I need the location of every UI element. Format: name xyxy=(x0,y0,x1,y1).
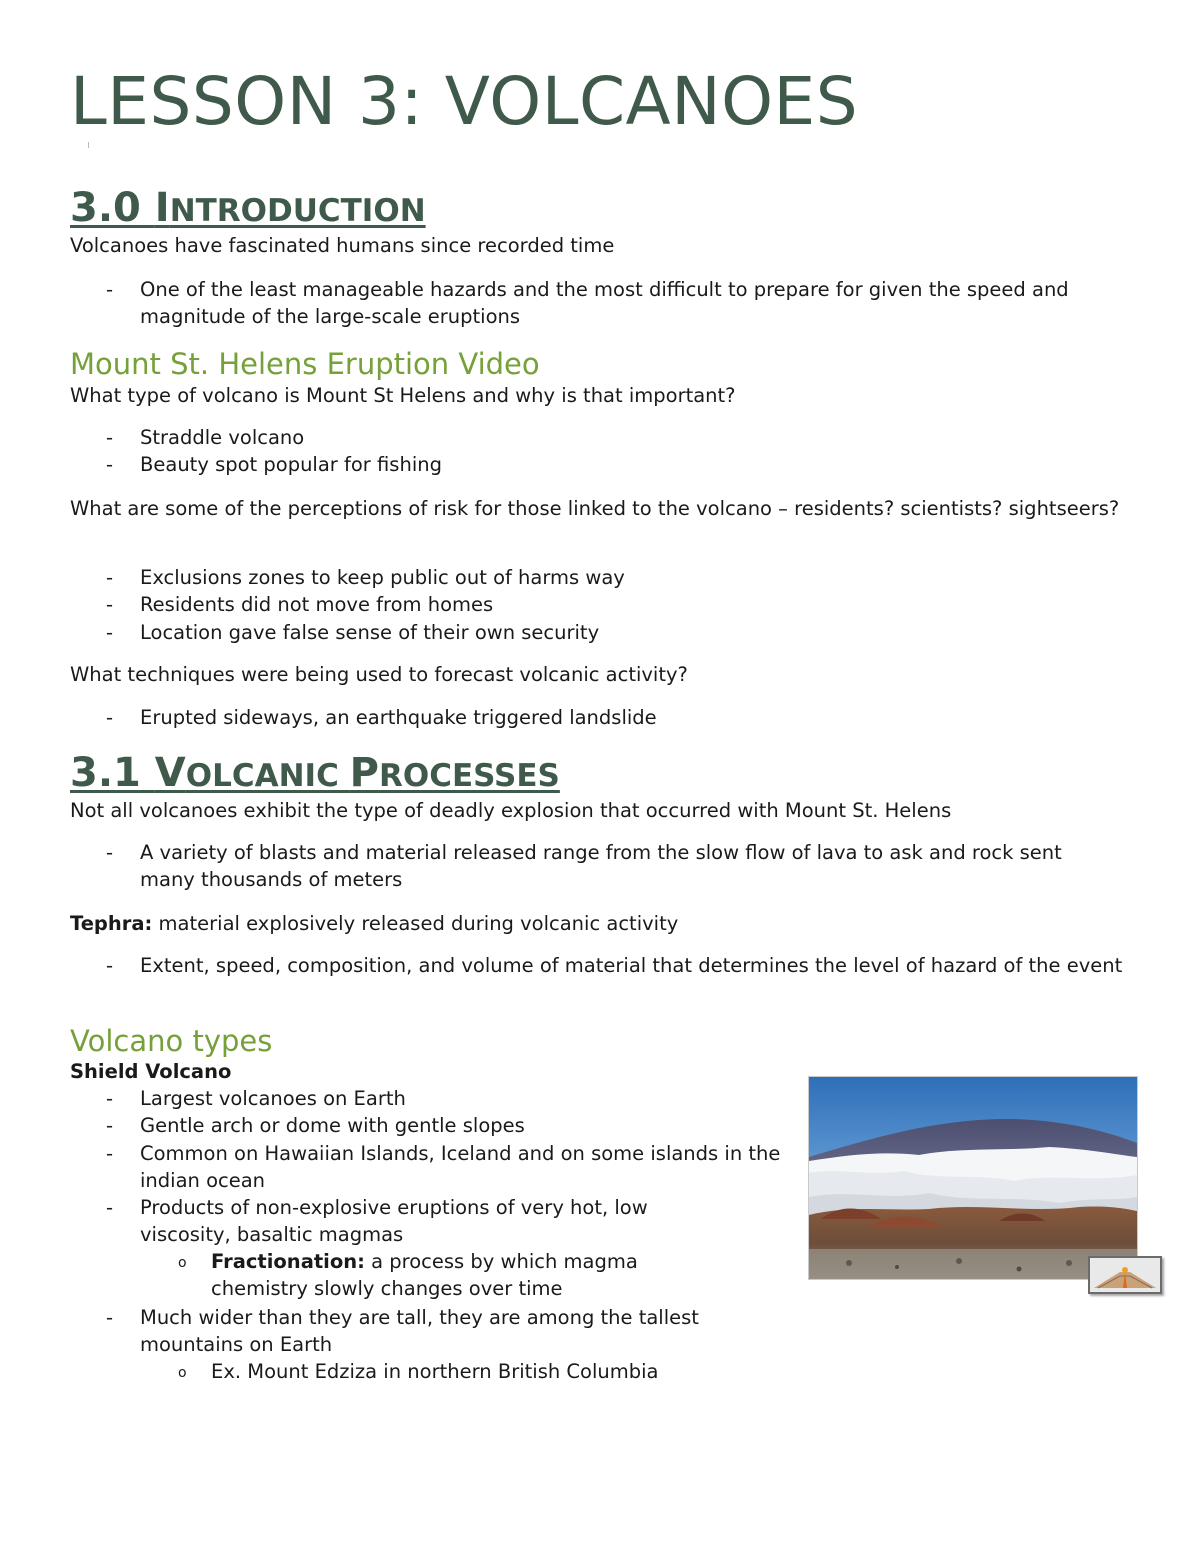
helens-q2-bullet-0: - Exclusions zones to keep public out of harms way xyxy=(140,564,625,591)
fractionation-term: Fractionation: xyxy=(211,1250,365,1273)
shield-bullet-5: - Much wider than they are tall, they are among the tallest mountains on Earth xyxy=(140,1304,780,1358)
helens-question-1: What type of volcano is Mount St Helens and why is that important? xyxy=(70,384,736,407)
shield-bullet-1: - Largest volcanoes on Earth xyxy=(140,1085,406,1112)
shield-bullet-2: - Gentle arch or dome with gentle slopes xyxy=(140,1112,525,1139)
tephra-term: Tephra: xyxy=(70,912,153,935)
helens-q1-bullet-1: - Beauty spot popular for fishing xyxy=(140,451,442,478)
processes-heading-rest2: ROCESSES xyxy=(378,758,560,794)
types-heading: Volcano types xyxy=(70,1024,273,1058)
helens-question-3: What techniques were being used to forecast volcanic activity? xyxy=(70,663,688,686)
helens-q2-bullet-2: - Location gave false sense of their own security xyxy=(140,619,599,646)
margin-mark xyxy=(88,142,89,148)
intro-text: Volcanoes have fascinated humans since recorded time xyxy=(70,234,615,257)
volcano-diagram-thumbnail xyxy=(1088,1256,1162,1294)
fractionation-def: a process by which magma chemistry slowly changes over time xyxy=(211,1250,638,1300)
intro-heading-rest: NTRODUCTION xyxy=(169,193,426,229)
intro-heading-num: 3.0 xyxy=(70,185,155,231)
fractionation-subbullet xyxy=(211,1248,711,1302)
tephra-bullet-0: - Extent, speed, composition, and volume of material that determines the level of hazard of the event xyxy=(140,952,1130,979)
tephra-def: material explosively released during volcanic activity xyxy=(152,912,679,935)
intro-heading-cap: I xyxy=(154,185,170,231)
processes-bullet-0: - A variety of blasts and material released range from the slow flow of lava to ask and rock sent many thousands of meters xyxy=(140,839,1115,893)
shield-bullet-4: - Products of non-explosive eruptions of very hot, low viscosity, basaltic magmas xyxy=(140,1194,720,1248)
processes-text: Not all volcanoes exhibit the type of deadly explosion that occurred with Mount St. Helens xyxy=(70,799,952,822)
helens-question-2: What are some of the perceptions of risk for those linked to the volcano – residents? scientists? sightseers? xyxy=(70,497,1120,520)
helens-q2-bullet-1: - Residents did not move from homes xyxy=(140,591,493,618)
helens-q1-bullet-0: - Straddle volcano xyxy=(140,424,304,451)
processes-heading-num: 3.1 xyxy=(70,750,155,796)
processes-heading-cap1: V xyxy=(154,750,186,796)
helens-q3-bullet-0: - Erupted sideways, an earthquake triggered landslide xyxy=(140,704,657,731)
helens-heading: Mount St. Helens Eruption Video xyxy=(70,347,540,381)
intro-bullet-0: - One of the least manageable hazards and the most difficult to prepare for given the speed and magnitude of the large-scale eruptions xyxy=(140,276,1130,330)
shield-volcano-photo xyxy=(808,1076,1138,1280)
shield-volcano-title: Shield Volcano xyxy=(70,1060,232,1083)
edziza-subbullet: o Ex. Mount Edziza in northern British Columbia xyxy=(211,1358,658,1385)
page-title: LESSON 3: VOLCANOES xyxy=(70,63,859,140)
processes-heading-rest1: OLCANIC xyxy=(185,758,350,794)
shield-bullet-3: - Common on Hawaiian Islands, Iceland and on some islands in the indian ocean xyxy=(140,1140,790,1194)
tephra-definition xyxy=(70,910,678,937)
processes-heading xyxy=(70,748,560,803)
intro-heading xyxy=(70,183,426,238)
processes-heading-cap2: P xyxy=(349,750,379,796)
